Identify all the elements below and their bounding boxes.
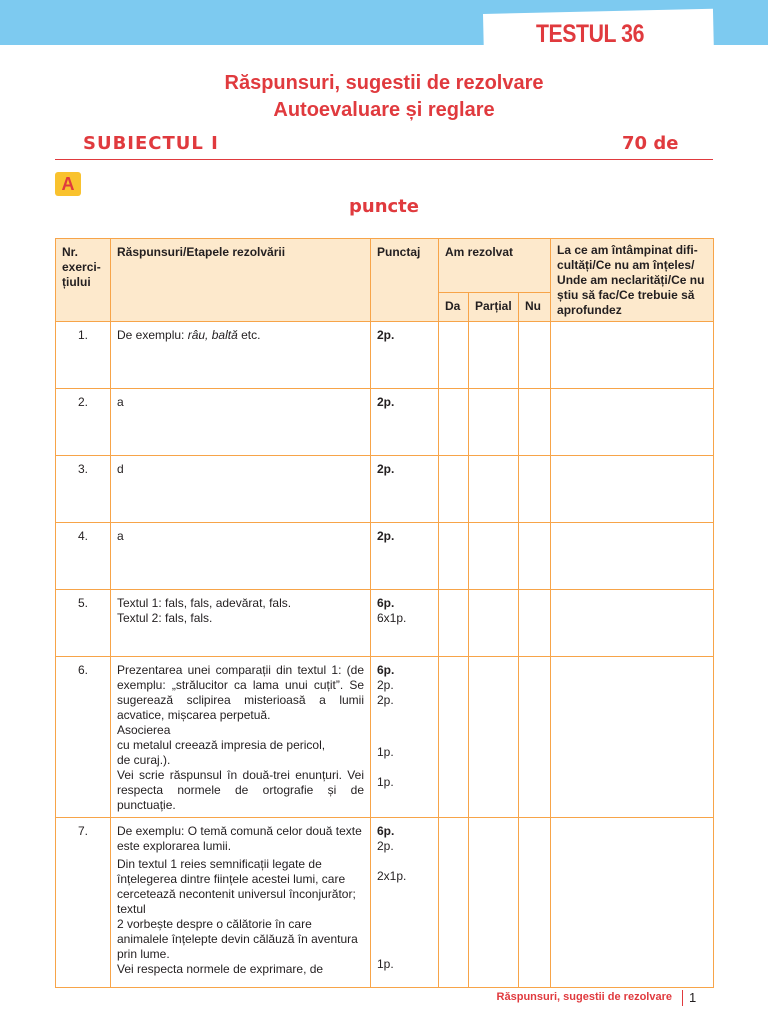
- footer-divider: [682, 990, 683, 1006]
- checkbox-da[interactable]: [439, 818, 469, 988]
- difficulty-note[interactable]: [551, 523, 714, 590]
- section-badge: A: [55, 172, 81, 196]
- difficulty-note[interactable]: [551, 657, 714, 818]
- subject-heading: SUBIECTUL I: [83, 133, 219, 154]
- row-score: 6p. 2p. 2p. 1p. 1p.: [371, 657, 439, 818]
- test-title: TESTUL 36: [536, 20, 644, 48]
- checkbox-da[interactable]: [439, 389, 469, 456]
- header-solved: Am rezolvat: [439, 239, 551, 293]
- row-number: 3.: [56, 456, 111, 523]
- checkbox-da[interactable]: [439, 523, 469, 590]
- row-number: 7.: [56, 818, 111, 988]
- row-score: 2p.: [371, 389, 439, 456]
- header-partial: Parțial: [469, 293, 519, 322]
- checkbox-partial[interactable]: [469, 657, 519, 818]
- heading-rule: [55, 159, 713, 160]
- checkbox-da[interactable]: [439, 657, 469, 818]
- difficulty-note[interactable]: [551, 389, 714, 456]
- table-row: [56, 590, 714, 657]
- row-answer: a: [111, 389, 371, 456]
- difficulty-note[interactable]: [551, 818, 714, 988]
- row-score: 6p. 2p. 2x1p. 1p.: [371, 818, 439, 988]
- checkbox-nu[interactable]: [519, 590, 551, 657]
- header-nr: Nr. exerci-țiului: [56, 239, 111, 322]
- row-answer: De exemplu: râu, baltă etc.: [111, 322, 371, 389]
- row-answer: d: [111, 456, 371, 523]
- row-answer: Textul 1: fals, fals, adevărat, fals. Textul 2: fals, fals.: [111, 590, 371, 657]
- header-no: Nu: [519, 293, 551, 322]
- checkbox-da[interactable]: [439, 456, 469, 523]
- row-answer: a: [111, 523, 371, 590]
- header-difficulties: La ce am întâmpinat difi-cultăți/Ce nu am înțeles/ Unde am neclarități/Ce nu știu să fac/Ce trebuie să aprofundez: [551, 239, 714, 322]
- row-answer: Prezentarea unei comparații din textul 1: (de exemplu: „strălucitor ca lama unui cuțit”. Se sugerează sclipirea misterioasă a lumii acvatice, mișcarea perpetuă. Asocierea cu metalul creează impresia de pericol, de curaj.). Vei scrie răspunsul în două-trei enunțuri. Vei respecta normele de ortografie și de punctuație.: [111, 657, 371, 818]
- row-score: 2p.: [371, 523, 439, 590]
- table-row: [56, 456, 714, 523]
- checkbox-partial[interactable]: [469, 389, 519, 456]
- checkbox-nu[interactable]: [519, 657, 551, 818]
- row-number: 5.: [56, 590, 111, 657]
- table-row: [56, 818, 714, 988]
- difficulty-note[interactable]: [551, 456, 714, 523]
- table-row: [56, 657, 714, 818]
- checkbox-partial[interactable]: [469, 590, 519, 657]
- checkbox-nu[interactable]: [519, 389, 551, 456]
- checkbox-nu[interactable]: [519, 456, 551, 523]
- checkbox-da[interactable]: [439, 590, 469, 657]
- checkbox-partial[interactable]: [469, 456, 519, 523]
- checkbox-nu[interactable]: [519, 818, 551, 988]
- header-answers: Răspunsuri/Etapele rezolvării: [111, 239, 371, 322]
- header-yes: Da: [439, 293, 469, 322]
- checkbox-nu[interactable]: [519, 322, 551, 389]
- row-number: 4.: [56, 523, 111, 590]
- header-score: Punctaj: [371, 239, 439, 322]
- table-row: [56, 322, 714, 389]
- page-title: Răspunsuri, sugestii de rezolvare: [224, 72, 544, 94]
- checkbox-da[interactable]: [439, 322, 469, 389]
- subject-points-unit: puncte: [349, 196, 419, 217]
- checkbox-partial[interactable]: [469, 818, 519, 988]
- difficulty-note[interactable]: [551, 590, 714, 657]
- checkbox-nu[interactable]: [519, 523, 551, 590]
- subject-points: 70 de: [622, 133, 679, 154]
- row-score: 6p. 6x1p.: [371, 590, 439, 657]
- checkbox-partial[interactable]: [469, 523, 519, 590]
- row-number: 1.: [56, 322, 111, 389]
- answers-table: [55, 238, 714, 988]
- page-subtitle: Autoevaluare și reglare: [273, 99, 495, 121]
- table-row: [56, 523, 714, 590]
- row-number: 6.: [56, 657, 111, 818]
- row-score: 2p.: [371, 456, 439, 523]
- difficulty-note[interactable]: [551, 322, 714, 389]
- row-answer: De exemplu: O temă comună celor două texte este explorarea lumii. Din textul 1 reies semnificații legate de înțelegerea dintre ființele acestei lumi, care cercetează necontenit universul înconjurător; textul 2 vorbește despre o călătorie în care animalele înțelepte devin călăuză în aventura prin lume. Vei respecta normele de exprimare, de: [111, 818, 371, 988]
- page-number: 1: [689, 990, 697, 1005]
- checkbox-partial[interactable]: [469, 322, 519, 389]
- row-score: 2p.: [371, 322, 439, 389]
- footer-label: Răspunsuri, sugestii de rezolvare: [496, 991, 672, 1003]
- table-row: [56, 389, 714, 456]
- row-number: 2.: [56, 389, 111, 456]
